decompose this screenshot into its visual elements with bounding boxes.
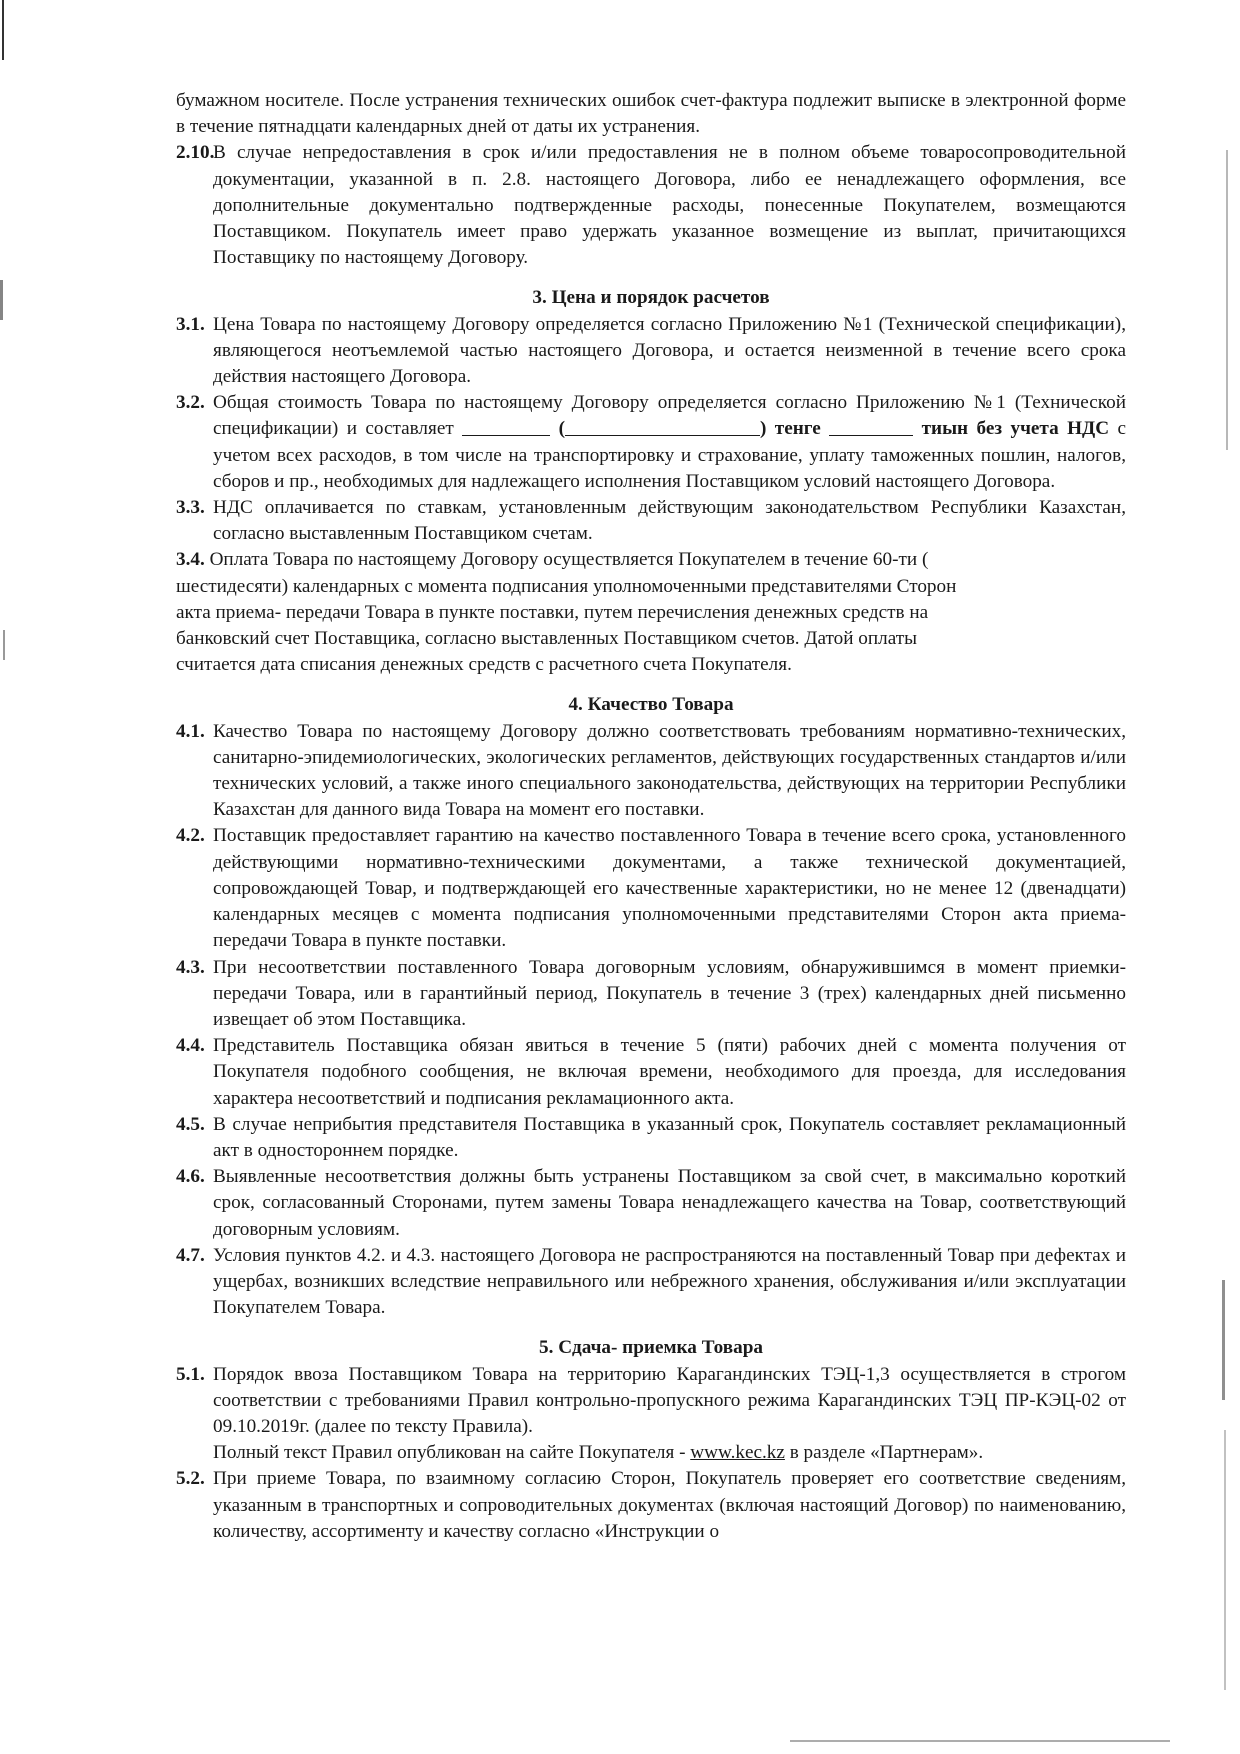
- clause-number: 4.2.: [176, 825, 205, 847]
- document-page: [176, 88, 1126, 1545]
- clause-text-line: шестидесяти) календарных с момента подписания уполномоченными представителями Сторон: [176, 575, 957, 597]
- clause-number: 3.4.: [176, 549, 205, 571]
- clause-number: 4.6.: [176, 1166, 205, 1188]
- clause-number: 4.3.: [176, 956, 205, 978]
- section-5-heading: 5. Сдача- приемка Товара: [539, 1337, 763, 1359]
- scan-edge-right-3: [1224, 1430, 1226, 1690]
- clause-text-line: Оплата Товара по настоящему Договору осуществляется Покупателем в течение 60-ти (: [209, 549, 929, 571]
- clause-number: 4.7.: [176, 1244, 205, 1266]
- rules-publication-text: Полный текст Правил опубликован на сайте Покупателя -: [213, 1442, 686, 1464]
- tiyn-blank: [829, 417, 913, 436]
- price-words-blank: [565, 417, 760, 436]
- currency-label: ) тенге: [759, 418, 821, 440]
- section-4-heading: 4. Качество Товара: [568, 694, 734, 716]
- section-3-heading: 3. Цена и порядок расчетов: [532, 287, 770, 309]
- website-link[interactable]: www.kec.kz: [690, 1442, 785, 1464]
- clause-5-2: [176, 1466, 1126, 1545]
- clause-number: 3.2.: [176, 392, 205, 414]
- clause-3-1: [176, 312, 1126, 391]
- section2-tail-text: бумажном носителе. После устранения технических ошибок счет-фактура подлежит выписке в электронной форме в течение пятнадцати календарных дней от даты их устранения.: [176, 90, 1126, 138]
- clause-number: 4.4.: [176, 1035, 205, 1057]
- clause-2-10: [176, 140, 1126, 271]
- clause-3-4: [176, 547, 1126, 678]
- paren-open: (: [558, 418, 565, 440]
- clause-text-line: считается дата списания денежных средств с расчетного счета Покупателя.: [176, 654, 792, 676]
- clause-5-1: [176, 1362, 1126, 1467]
- scan-edge-bottom: [790, 1740, 1170, 1742]
- clause-number: 3.1.: [176, 313, 205, 335]
- clause-text: При несоответствии поставленного Товара договорным условиям, обнаружившимся в момент приемки-передачи Товара, или в гарантийный период, Покупатель в течение 3 (трех) календарных дней письменно извещает об этом Поставщика.: [213, 956, 1126, 1030]
- clause-number: 2.10.: [176, 142, 215, 164]
- clause-text-line: акта приема- передачи Товара в пункте поставки, путем перечисления денежных средств на: [176, 601, 929, 623]
- rules-section-text: в разделе «Партнерам».: [789, 1442, 984, 1464]
- clause-number: 5.2.: [176, 1468, 205, 1490]
- price-amount-blank: [462, 417, 550, 436]
- clause-4-1: [176, 719, 1126, 824]
- clause-text: При приеме Товара, по взаимному согласию Сторон, Покупатель проверяет его соответствие сведениям, указанным в транспортных и сопроводительных документах (включая настоящий Договор) по наименованию, количеству, ассортименту и качеству согласно «Инструкции о: [213, 1468, 1126, 1542]
- clause-text: Порядок ввоза Поставщиком Товара на территорию Карагандинских ТЭЦ-1,3 осуществляется в строгом соответствии с требованиями Правил контрольно-пропускного режима Карагандинских ТЭЦ ПР-КЭЦ-02 от 09.10.2019г. (далее по тексту Правила).: [213, 1363, 1126, 1437]
- price-intro-text: Общая стоимость Товара по настоящему Договору определяется согласно Приложению №1 (Технической спецификации) и составляет: [213, 392, 1126, 440]
- clause-text: В случае неприбытия представителя Поставщика в указанный срок, Покупатель составляет рекламационный акт в одностороннем порядке.: [213, 1113, 1126, 1161]
- clause-text: Условия пунктов 4.2. и 4.3. настоящего Договора не распространяются на поставленный Товар при дефектах и ущербах, возникших вследствие неправильного или небрежного хранения, обслуживания и/или эксплуатации Покупателем Товара.: [213, 1244, 1126, 1319]
- clause-text: Качество Товара по настоящему Договору должно соответствовать требованиям нормативно-технических, санитарно-эпидемиологических, экологических регламентов, действующих государственных стандартов и/или технических условий, а также иного специального законодательства, действующих на территории Республики Казахстан для данного вида Товара на момент его поставки.: [213, 720, 1126, 821]
- scan-edge-right-1: [1226, 150, 1228, 450]
- clause-text: [213, 390, 1126, 495]
- scan-edge-left-2: [0, 280, 3, 320]
- clause-number: 5.1.: [176, 1363, 205, 1385]
- scan-edge-right-2: [1222, 1280, 1225, 1400]
- clause-number: 4.5.: [176, 1113, 205, 1135]
- scan-edge-left-3: [3, 630, 5, 660]
- price-conditions-text: с учетом всех расходов, в том числе на транспортировку и страхование, уплату таможенных пошлин, налогов, сборов и пр., необходимых для надлежащего исполнения Поставщиком условий настоящего Договора.: [213, 418, 1127, 492]
- clause-text: Цена Товара по настоящему Договору определяется согласно Приложению №1 (Технической спецификации), являющегося неотъемлемой частью настоящего Договора, и остается неизменной в течение всего срока действия настоящего Договора.: [213, 313, 1126, 388]
- clause-4-5: [176, 1112, 1126, 1164]
- clause-4-6: [176, 1164, 1126, 1243]
- clause-4-3: [176, 955, 1126, 1034]
- clause-text-line: банковский счет Поставщика, согласно выставленных Поставщиком счетов. Датой оплаты: [176, 628, 918, 650]
- clause-4-2: [176, 823, 1126, 954]
- clause-4-7: [176, 1243, 1126, 1322]
- clause-number: 4.1.: [176, 720, 205, 742]
- clause-text: НДС оплачивается по ставкам, установленным действующим законодательством Республики Казахстан, согласно выставленным Поставщиком счетам.: [213, 497, 1126, 545]
- scan-edge-left-1: [2, 0, 4, 60]
- clause-text: В случае непредоставления в срок и/или предоставления не в полном объеме товаросопроводительной документации, указанной в п. 2.8. настоящего Договора, либо ее ненадлежащего оформления, все дополнительные документально подтвержденные расходы, понесенные Покупателем, возмещаются Поставщиком. Покупатель имеет право удержать указанное возмещение из выплат, причитающихся Поставщику по настоящему Договору.: [213, 142, 1126, 269]
- tiyn-vat-label: тиын без учета НДС: [921, 418, 1110, 440]
- clause-3-2: [176, 390, 1126, 495]
- clause-number: 3.3.: [176, 497, 205, 519]
- clause-3-3: [176, 495, 1126, 547]
- clause-text: Поставщик предоставляет гарантию на качество поставленного Товара в течение всего срока, установленного действующими нормативно-техническими документами, а также технической документацией, сопровождающей Товар, и подтверждающей его качественные характеристики, но не менее 12 (двенадцати) календарных месяцев с момента подписания уполномоченными представителями Сторон акта приема-передачи Товара в пункте поставки.: [213, 825, 1126, 952]
- clause-text: Выявленные несоответствия должны быть устранены Поставщиком за свой счет, в максимально короткий срок, согласованный Сторонами, путем замены Товара ненадлежащего качества на Товар, соответствующий договорным условиям.: [213, 1166, 1126, 1240]
- clause-text: Представитель Поставщика обязан явиться в течение 5 (пяти) рабочих дней с момента получения от Покупателя подобного сообщения, не включая времени, необходимого для проезда, для исследования характера несоответствий и подписания рекламационного акта.: [213, 1035, 1126, 1109]
- clause-4-4: [176, 1033, 1126, 1112]
